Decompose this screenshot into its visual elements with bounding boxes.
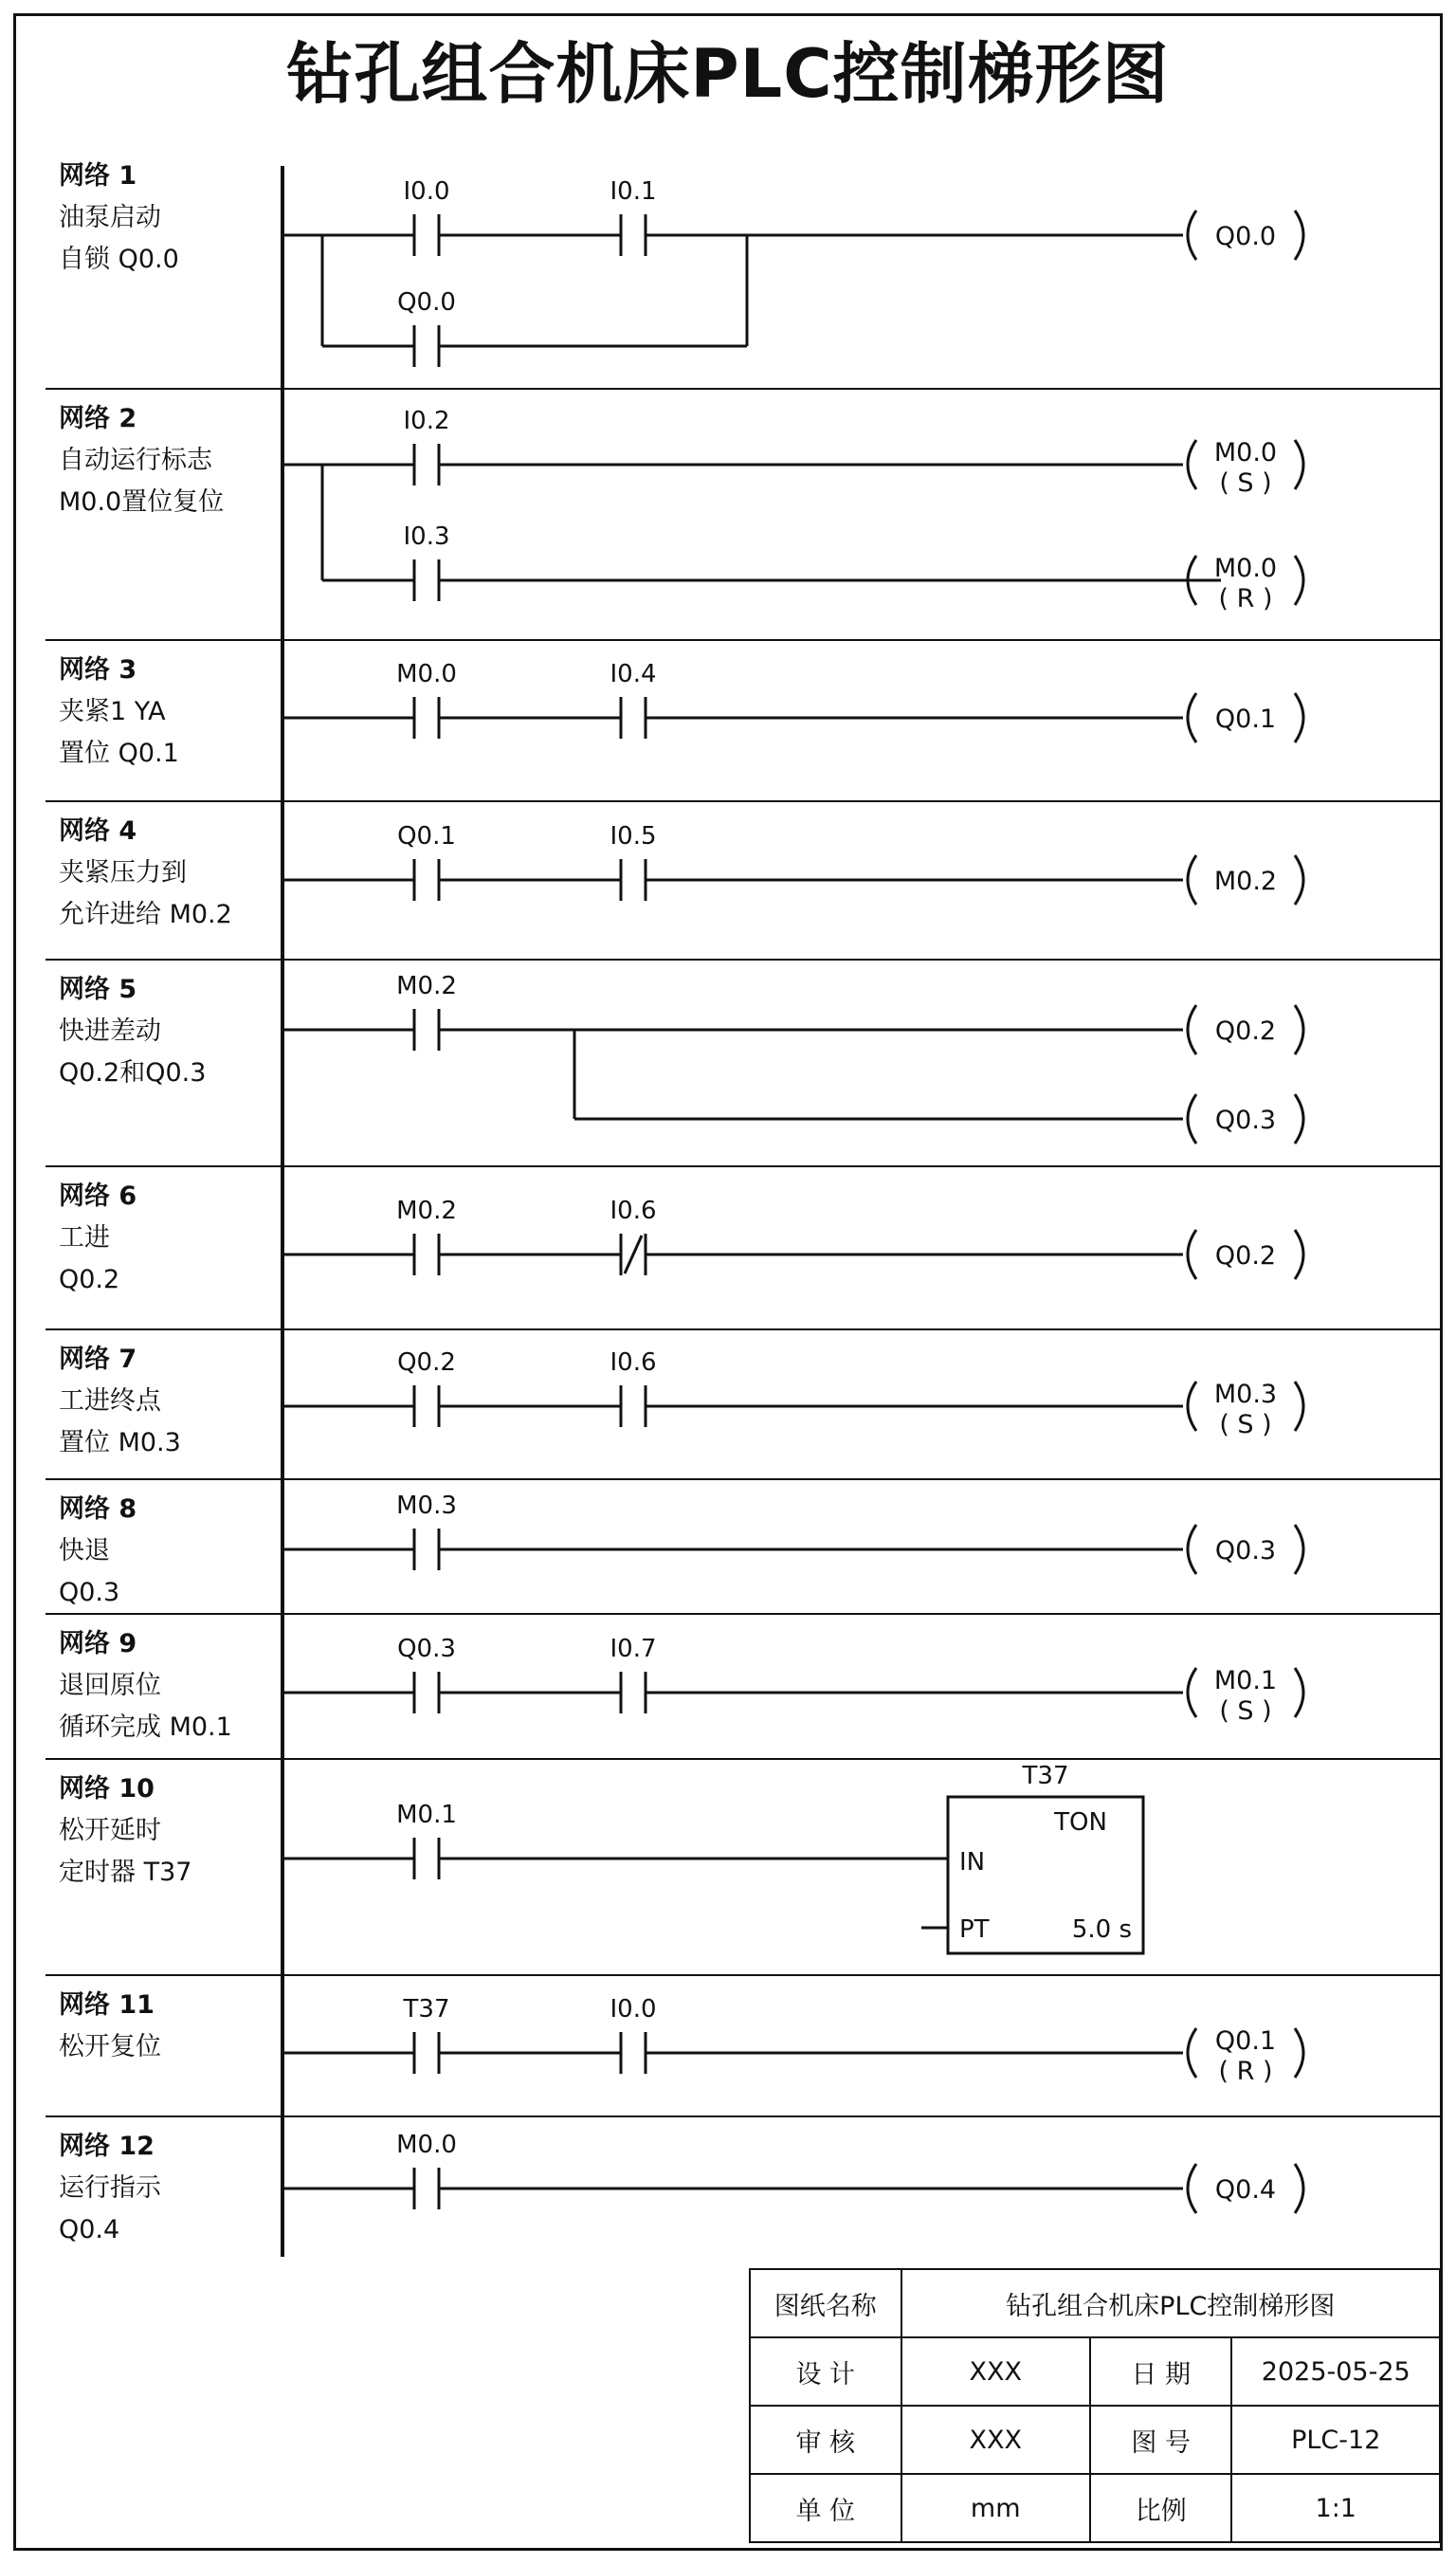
network-7-rung-1-contact-2-label: I0.6 [610,1348,657,1377]
network-4-desc-2: 允许进给 M0.2 [59,900,232,929]
network-12-desc-2: Q0.4 [59,2215,120,2244]
network-9-rung-1-coil-arc-right [1295,1668,1303,1717]
scale-label: 比例 [1090,2474,1232,2542]
network-3-rung-1-coil-label: Q0.1 [1214,705,1277,734]
network-12-rung-1-coil-label: Q0.4 [1214,2175,1277,2205]
network-2-rung-1-coil-label: M0.0 [1213,438,1278,467]
date-label: 日 期 [1090,2337,1232,2406]
network-5-rung-1-coil-arc-right [1295,1005,1303,1054]
network-6-rung-1-coil-arc-right [1295,1230,1303,1279]
network-2-rung-2-contact-1-label: I0.3 [403,522,450,551]
network-8-desc-1: 快退 [59,1536,110,1566]
design-label: 设 计 [750,2337,901,2406]
scale-value: 1:1 [1231,2474,1440,2542]
network-2-rung-1-coil-arc-left [1188,440,1196,489]
network-11-rung-1-contact-1-label: T37 [403,1995,450,2024]
network-4-desc-1: 夹紧压力到 [59,858,187,888]
date-value: 2025-05-25 [1231,2337,1440,2406]
network-2-rung-2-coil-mod: ( R ) [1218,584,1273,614]
network-9-rung-1-coil-label: M0.1 [1213,1666,1278,1695]
network-12-rung-1-coil-arc-right [1295,2164,1303,2213]
network-3-desc-1: 夹紧1 YA [59,697,166,726]
network-8-title: 网络 8 [59,1494,137,1524]
network-3-desc-2: 置位 Q0.1 [59,739,179,768]
title-block-row-unit [750,2474,1440,2542]
network-2-rung-1-coil-arc-right [1295,440,1303,489]
title-block [749,2268,1441,2543]
network-10-rung-1-contact-1-label: M0.1 [396,1801,457,1829]
drawing-no-value: PLC-12 [1231,2406,1440,2474]
network-10-rung-1-timer-preset: 5.0 s [1071,1915,1132,1944]
network-8-rung-1-coil-arc-right [1295,1525,1303,1574]
network-11-rung-1-coil-arc-left [1188,2028,1196,2078]
network-5-rung-1-contact-1-label: M0.2 [396,972,457,1000]
network-2-rung-2-coil-label: M0.0 [1213,554,1278,583]
network-10-title: 网络 10 [59,1774,155,1804]
network-1-rung-2-contact-1-label: Q0.0 [397,288,456,317]
network-6-rung-1-coil-label: Q0.2 [1214,1241,1277,1271]
network-6-rung-1-coil-arc-left [1188,1230,1196,1279]
network-9-rung-1-coil-mod: ( S ) [1219,1696,1272,1726]
network-11-rung-1-coil-mod: ( R ) [1218,2057,1273,2086]
network-1-rung-1-coil-arc-left [1188,211,1196,260]
review-label: 审 核 [750,2406,901,2474]
network-8-desc-2: Q0.3 [59,1578,120,1607]
network-6-desc-2: Q0.2 [59,1265,120,1294]
network-9-rung-1-coil-arc-left [1188,1668,1196,1717]
network-5-desc-1: 快进差动 [59,1016,161,1046]
network-12-desc-1: 运行指示 [59,2173,161,2203]
network-5-rung-1-coil-label: Q0.2 [1214,1016,1277,1046]
network-1-title: 网络 1 [59,161,137,191]
network-7-desc-2: 置位 M0.3 [59,1428,181,1457]
network-4-title: 网络 4 [59,816,137,846]
network-4-rung-1-contact-1-label: Q0.1 [397,822,456,851]
network-12-rung-1-contact-1-label: M0.0 [396,2131,457,2159]
network-5-rung-1-coil-arc-left [1188,1005,1196,1054]
network-10-desc-1: 松开延时 [59,1816,161,1845]
network-9-rung-1-contact-1-label: Q0.3 [397,1635,456,1663]
network-5-desc-2: Q0.2和Q0.3 [59,1058,207,1088]
network-5-rung-2-coil-arc-right [1295,1094,1303,1144]
network-1-rung-1-coil-label: Q0.0 [1214,222,1277,251]
title-block-row-review [750,2406,1440,2474]
network-9-desc-1: 退回原位 [59,1671,161,1700]
title-block-row-name [750,2269,1440,2337]
network-11-desc-1: 松开复位 [59,2032,161,2061]
network-8-rung-1-coil-label: Q0.3 [1214,1536,1277,1566]
network-7-rung-1-contact-1-label: Q0.2 [397,1348,456,1377]
network-3-title: 网络 3 [59,655,137,685]
network-6-rung-1-contact-1-label: M0.2 [396,1197,457,1225]
unit-value: mm [901,2474,1090,2542]
drawing-name-label: 图纸名称 [750,2269,901,2337]
network-1-desc-1: 油泵启动 [59,203,161,232]
review-value: XXX [901,2406,1090,2474]
network-9-desc-2: 循环完成 M0.1 [59,1712,232,1742]
network-6-title: 网络 6 [59,1181,137,1211]
network-4-rung-1-coil-arc-left [1188,855,1196,905]
unit-label: 单 位 [750,2474,901,2542]
network-2-title: 网络 2 [59,404,137,433]
network-3-rung-1-coil-arc-left [1188,693,1196,742]
network-6-rung-1-contact-2-label: I0.6 [610,1197,657,1225]
page-title: 钻孔组合机床PLC控制梯形图 [286,35,1170,113]
network-9-title: 网络 9 [59,1629,137,1658]
network-12-title: 网络 12 [59,2132,155,2161]
network-1-rung-1-contact-1-label: I0.0 [403,177,450,206]
network-3-rung-1-coil-arc-right [1295,693,1303,742]
drawing-name-value: 钻孔组合机床PLC控制梯形图 [901,2269,1441,2337]
network-2-rung-2-coil-arc-right [1295,556,1303,605]
network-10-rung-1-timer-name: T37 [1022,1762,1069,1790]
network-4-rung-1-coil-label: M0.2 [1213,867,1278,896]
network-12-rung-1-coil-arc-left [1188,2164,1196,2213]
network-7-rung-1-coil-arc-right [1295,1382,1303,1431]
network-4-rung-1-contact-2-label: I0.5 [610,822,657,851]
network-5-rung-2-coil-label: Q0.3 [1214,1106,1277,1135]
title-block-row-design [750,2337,1440,2406]
network-10-rung-1-timer-type: TON [1054,1808,1107,1837]
network-10-desc-2: 定时器 T37 [59,1858,192,1887]
network-2-rung-1-contact-1-label: I0.2 [403,407,450,435]
network-2-desc-1: 自动运行标志 [59,446,212,475]
network-10-rung-1-timer-pt: PT [959,1915,990,1944]
network-11-rung-1-coil-arc-right [1295,2028,1303,2078]
network-11-rung-1-coil-label: Q0.1 [1214,2026,1277,2056]
network-4-rung-1-coil-arc-right [1295,855,1303,905]
design-value: XXX [901,2337,1090,2406]
network-8-rung-1-contact-1-label: M0.3 [396,1492,457,1520]
network-7-title: 网络 7 [59,1345,137,1374]
network-6-desc-1: 工进 [59,1223,110,1253]
network-11-title: 网络 11 [59,1990,155,2020]
network-11-rung-1-contact-2-label: I0.0 [610,1995,657,2024]
network-9-rung-1-contact-2-label: I0.7 [610,1635,657,1663]
network-3-rung-1-contact-1-label: M0.0 [396,660,457,688]
network-7-rung-1-coil-mod: ( S ) [1219,1410,1272,1439]
network-2-desc-2: M0.0置位复位 [59,487,225,517]
network-5-title: 网络 5 [59,975,137,1004]
network-10-rung-1-timer-in: IN [959,1848,986,1877]
network-6-rung-1-contact-2-slash [625,1236,642,1273]
network-3-rung-1-contact-2-label: I0.4 [610,660,657,688]
network-1-rung-1-coil-arc-right [1295,211,1303,260]
network-8-rung-1-coil-arc-left [1188,1525,1196,1574]
network-7-desc-1: 工进终点 [59,1386,161,1416]
network-7-rung-1-coil-label: M0.3 [1213,1380,1278,1409]
network-7-rung-1-coil-arc-left [1188,1382,1196,1431]
network-5-rung-2-coil-arc-left [1188,1094,1196,1144]
network-2-rung-1-coil-mod: ( S ) [1219,468,1272,498]
drawing-no-label: 图 号 [1090,2406,1232,2474]
network-1-rung-1-contact-2-label: I0.1 [610,177,657,206]
network-1-desc-2: 自锁 Q0.0 [59,245,179,274]
